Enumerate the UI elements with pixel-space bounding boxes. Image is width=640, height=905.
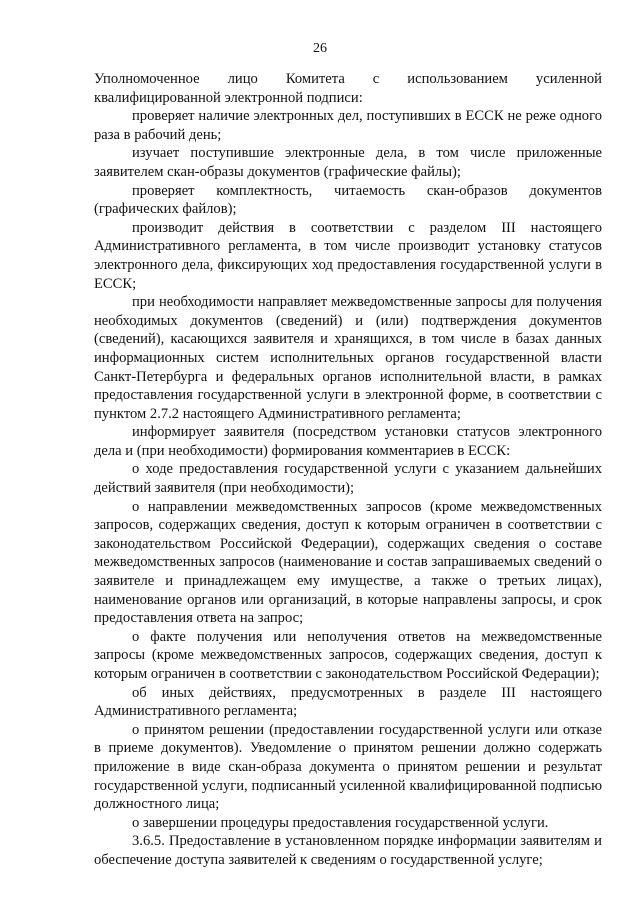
paragraph: о факте получения или неполучения ответов на межведомственные запросы (кроме межведомственных запросов, содержащих сведения, доступ к которым ограничен в соответствии с законодательством Российской Федерации); <box>94 628 602 682</box>
paragraph: об иных действиях, предусмотренных в разделе III настоящего Административного регламента; <box>94 684 602 720</box>
document-body <box>94 70 602 870</box>
paragraph: Уполномоченное лицо Комитета с использованием усиленной квалифицированной электронной подписи: <box>94 71 602 106</box>
paragraph: о ходе предоставления государственной услуги с указанием дальнейших действий заявителя (при необходимости); <box>94 461 602 497</box>
paragraph: проверяет наличие электронных дел, поступивших в ЕССК не реже одного раза в рабочий день; <box>94 108 602 143</box>
paragraph: проверяет комплектность, читаемость скан-образов документов (графических файлов); <box>94 182 602 218</box>
paragraph: изучает поступившие электронные дела, в том числе приложенные заявителем скан-образы документов (графические файлы); <box>94 145 602 180</box>
paragraph: о завершении процедуры предоставления государственной услуги. <box>132 814 549 831</box>
page-number: 26 <box>313 41 327 56</box>
paragraph: информирует заявителя (посредством установки статусов электронного дела и (при необходимости) формирования комментариев в ЕССК: <box>94 424 602 459</box>
paragraph: о направлении межведомственных запросов (кроме межведомственных запросов, содержащих сведения, доступ к которым ограничен в соответствии с законодательством Российской Федерации), содержащих сведения о составе межведомственных запросов (наименование и состав запрашиваемых сведений о заявителе и принадлежащем ему имуществе, а также о третьих лицах), наименование органов или организаций, в которые направлены запросы, и срок предоставления ответа на запрос; <box>94 498 602 627</box>
paragraph: при необходимости направляет межведомственные запросы для получения необходимых документов (сведений) и (или) подтверждения документов (сведений), касающихся заявителя и хранящихся, в том числе в базах данных информационных систем исполнительных органов государственной власти Санкт-Петербурга и федеральных органов исполнительной власти, в рамках предоставления государственной услуги в электронной форме, в соответствии с пунктом 2.7.2 настоящего Административного регламента; <box>94 294 602 422</box>
paragraph: о принятом решении (предоставлении государственной услуги или отказе в приеме документов). Уведомление о принятом решении должно содержать приложение в виде скан-образа документа о принятом решении и результат государственной услуги, подписанный усиленной квалифицированной подписью должностного лица; <box>94 721 602 813</box>
paragraph: производит действия в соответствии с разделом III настоящего Административного регламента, в том числе производит установку статусов электронного дела, фиксирующих ход предоставления государственной услуги в ЕССК; <box>94 219 602 292</box>
paragraph: 3.6.5. Предоставление в установленном порядке информации заявителям и обеспечение доступа заявителей к сведениям о государственной услуге; <box>94 833 602 868</box>
